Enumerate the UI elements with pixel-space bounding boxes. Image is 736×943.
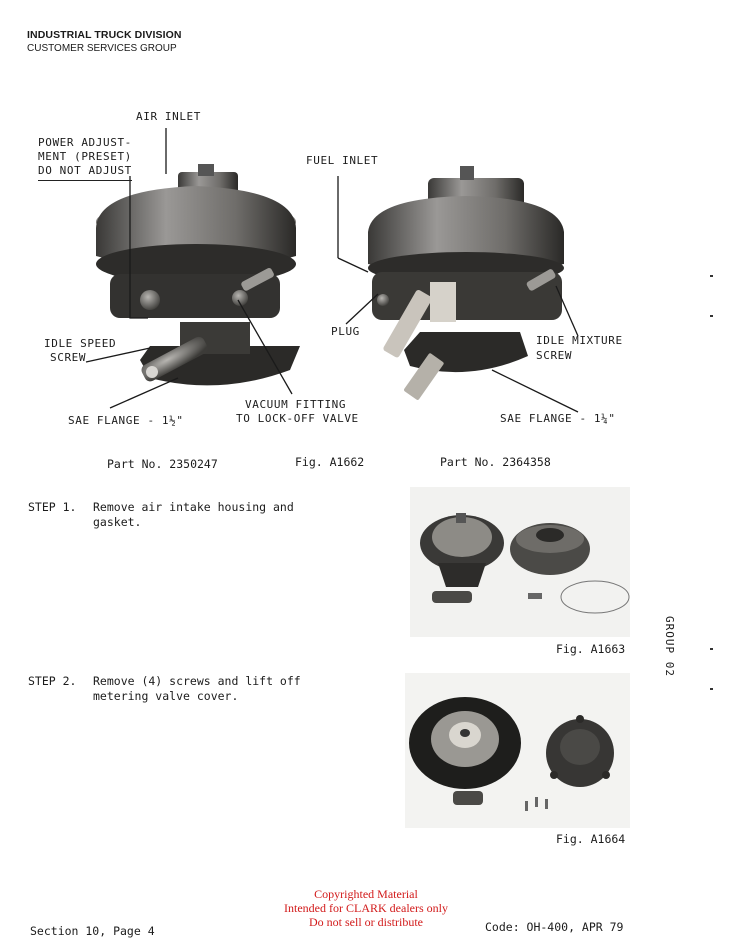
group-side-tab-label: GROUP 02 bbox=[663, 616, 676, 677]
carburetor-left bbox=[96, 164, 300, 385]
label-air-inlet: AIR INLET bbox=[136, 110, 202, 123]
margin-mark bbox=[710, 648, 713, 650]
label-sae-flange-right: SAE FLANGE - 1¼" bbox=[500, 412, 616, 425]
margin-mark bbox=[710, 275, 713, 277]
step-1-photo bbox=[410, 487, 630, 637]
label-idle-mixture-1: IDLE MIXTURE bbox=[536, 334, 623, 347]
step-2-text-line-1: Remove (4) screws and lift off bbox=[93, 674, 301, 688]
figure-caption-a1664: Fig. A1664 bbox=[556, 832, 626, 846]
label-power-adjust-1: POWER ADJUST- bbox=[38, 136, 132, 149]
step-2-photo bbox=[405, 673, 630, 828]
group-title: CUSTOMER SERVICES GROUP bbox=[27, 43, 177, 54]
division-title: INDUSTRIAL TRUCK DIVISION bbox=[27, 29, 182, 41]
margin-mark bbox=[710, 688, 713, 690]
copyright-notice bbox=[260, 887, 472, 929]
label-fuel-inlet: FUEL INLET bbox=[306, 154, 379, 167]
copyright-line-2: Intended for CLARK dealers only bbox=[284, 901, 448, 915]
label-vacuum-2: TO LOCK-OFF VALVE bbox=[236, 412, 359, 425]
carburetor-right bbox=[368, 166, 564, 401]
label-sae-flange-left: SAE FLANGE - 1½" bbox=[68, 414, 184, 427]
footer-code: Code: OH-400, APR 79 bbox=[485, 920, 624, 934]
step-1-label: STEP 1. bbox=[28, 500, 77, 514]
step-2-text-line-2: metering valve cover. bbox=[93, 689, 239, 703]
group-side-tab bbox=[660, 616, 676, 676]
step-2-label: STEP 2. bbox=[28, 674, 77, 688]
figure-caption-a1663: Fig. A1663 bbox=[556, 642, 626, 656]
label-idle-speed-2: SCREW bbox=[50, 351, 87, 364]
margin-mark bbox=[710, 315, 713, 317]
label-plug: PLUG bbox=[331, 325, 360, 338]
figure-caption-a1662: Fig. A1662 bbox=[295, 455, 365, 469]
footer-section-page: Section 10, Page 4 bbox=[30, 924, 155, 938]
label-vacuum-1: VACUUM FITTING bbox=[245, 398, 347, 411]
copyright-line-1: Copyrighted Material bbox=[314, 887, 418, 901]
step-1-text-line-1: Remove air intake housing and bbox=[93, 500, 294, 514]
label-power-adjust-2: MENT (PRESET) bbox=[38, 150, 132, 163]
label-power-adjust-3: DO NOT ADJUST bbox=[38, 164, 132, 181]
label-idle-speed-1: IDLE SPEED bbox=[44, 337, 117, 350]
step-1-text-line-2: gasket. bbox=[93, 515, 142, 529]
label-idle-mixture-2: SCREW bbox=[536, 349, 573, 362]
part-number-right: Part No. 2364358 bbox=[440, 455, 551, 469]
part-number-left: Part No. 2350247 bbox=[107, 457, 218, 471]
copyright-line-3: Do not sell or distribute bbox=[309, 915, 423, 929]
carburetor-photo bbox=[0, 60, 736, 460]
